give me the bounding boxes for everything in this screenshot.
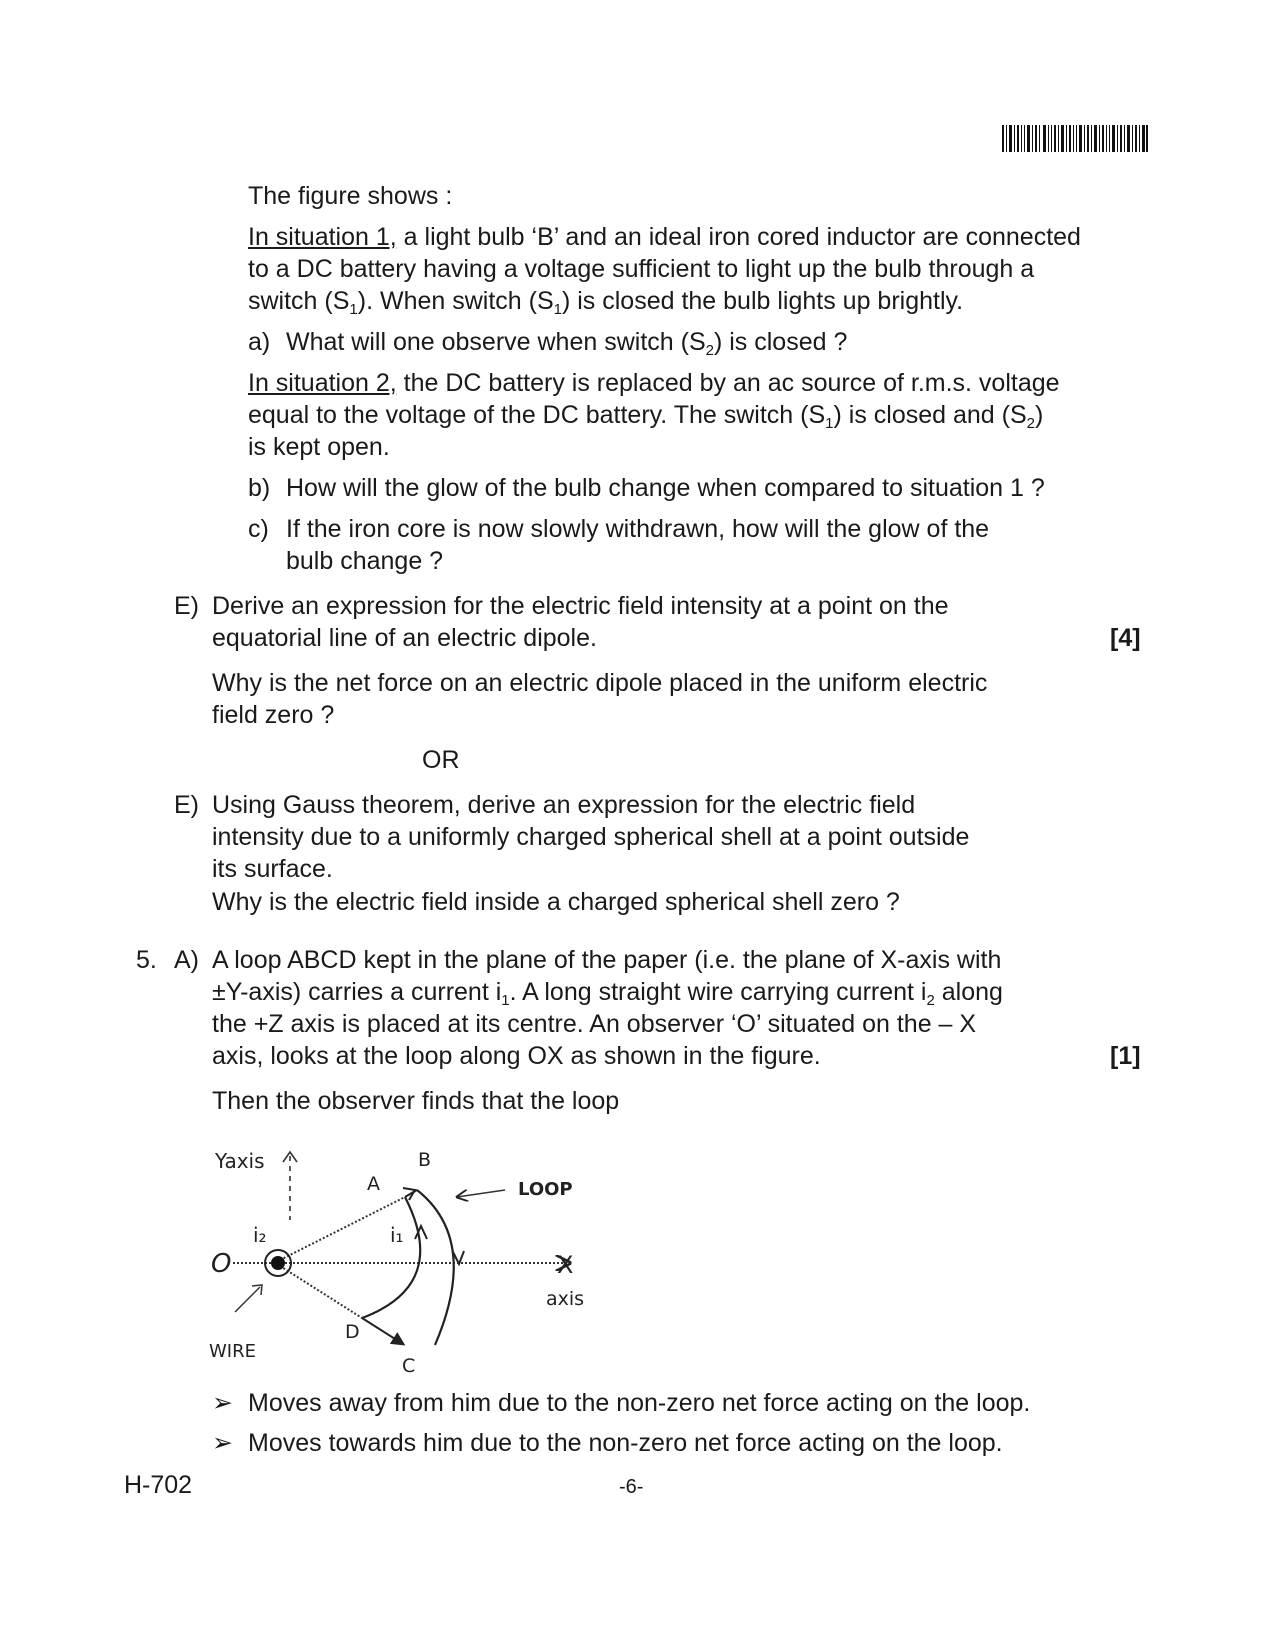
question-e-alt-label: E) — [174, 791, 199, 819]
situation-1-line-2: to a DC battery having a voltage sufficient to light up the bulb through a — [248, 255, 1035, 283]
question-c-line-2: bulb change ? — [286, 547, 444, 575]
page-number: -6- — [619, 1476, 644, 1498]
wire-dot — [271, 1256, 285, 1270]
question-5a-line-5: Then the observer finds that the loop — [212, 1087, 620, 1115]
label-d: D — [345, 1321, 360, 1343]
wire-pointer — [235, 1287, 260, 1312]
question-e-line-3: Why is the net force on an electric dipole placed in the uniform electric — [212, 669, 988, 697]
barcode — [1002, 125, 1148, 152]
option-bullet-1: ➢ — [212, 1389, 233, 1417]
question-e-line-2: equatorial line of an electric dipole. — [212, 624, 597, 652]
question-c-label: c) — [248, 515, 269, 543]
question-5a-label: A) — [174, 946, 199, 974]
label-loop: LOOP — [518, 1179, 573, 1200]
label-y-axis: Yaxis — [215, 1149, 265, 1173]
question-a-label: a) — [248, 328, 271, 356]
question-e-line-4: field zero ? — [212, 701, 335, 729]
question-e-line-1: Derive an expression for the electric field intensity at a point on the — [212, 592, 949, 620]
loop-pointer — [457, 1190, 505, 1197]
label-origin: O — [211, 1249, 232, 1279]
label-x: X — [557, 1251, 574, 1279]
question-c-line-1: If the iron core is now slowly withdrawn, how will the glow of the — [286, 515, 990, 543]
paper-code: H-702 — [124, 1471, 193, 1499]
question-e-label: E) — [174, 592, 199, 620]
question-e-alt-line-2: intensity due to a uniformly charged spherical shell at a point outside — [212, 823, 970, 851]
question-5a-line-3: the +Z axis is placed at its centre. An observer ‘O’ situated on the – X — [212, 1010, 977, 1038]
question-b-text: How will the glow of the bulb change when compared to situation 1 ? — [286, 474, 1045, 502]
question-b-label: b) — [248, 474, 271, 502]
label-b: B — [418, 1149, 432, 1171]
situation-1-text: a light bulb ‘B’ and an ideal iron cored inductor are connected — [396, 223, 1081, 251]
option-bullet-2: ➢ — [212, 1429, 233, 1457]
label-i2: i₂ — [253, 1223, 267, 1247]
figure-intro: The figure shows : — [248, 182, 453, 210]
question-5a-line-4: axis, looks at the loop along OX as shown in the figure. — [212, 1042, 821, 1070]
arc-bc — [417, 1190, 454, 1345]
situation-2-line-1 — [248, 368, 1060, 399]
loop-wire-figure — [205, 1140, 635, 1380]
question-e-alt-line-1: Using Gauss theorem, derive an expression for the electric field — [212, 791, 916, 819]
question-5-number: 5. — [136, 946, 157, 974]
radial-line-d — [280, 1266, 362, 1318]
situation-1-line-1 — [248, 222, 1081, 253]
label-wire: WIRE — [209, 1341, 256, 1362]
situation-2-line-2: equal to the voltage of the DC battery. The switch $(S_1)$ is closed and $(S_2)$ — [248, 401, 1044, 432]
situation-1-label: In situation 1, — [248, 223, 397, 251]
situation-2-label: In situation 2, — [248, 369, 397, 397]
or-separator: OR — [422, 746, 460, 774]
radial-line-c — [362, 1318, 403, 1344]
situation-2-line-3: is kept open. — [248, 433, 390, 461]
question-e-alt-line-4: Why is the electric field inside a charged spherical shell zero ? — [212, 888, 900, 916]
marks-1: [1] — [1110, 1042, 1141, 1070]
question-5a-line-2: ±Y-axis) carries a current $i_1$. A long straight wire carrying current $i_2$ along — [212, 978, 1003, 1009]
question-5a-line-1: A loop ABCD kept in the plane of the paper (i.e. the plane of X-axis with — [212, 946, 1002, 974]
situation-2-text: the DC battery is replaced by an ac source of r.m.s. voltage — [396, 369, 1060, 397]
situation-1-line-3: switch $(S_1)$. When switch $(S_1)$ is closed the bulb lights up brightly. — [248, 287, 964, 318]
question-e-alt-line-3: its surface. — [212, 855, 333, 883]
option-1: Moves away from him due to the non-zero net force acting on the loop. — [248, 1389, 1031, 1417]
label-x-axis: axis — [546, 1288, 585, 1310]
label-i1: i₁ — [390, 1223, 404, 1247]
question-a-text: What will one observe when switch $(S_2)$ is closed ? — [286, 328, 848, 359]
option-2: Moves towards him due to the non-zero net force acting on the loop. — [248, 1429, 1003, 1457]
radial-line-a — [280, 1197, 405, 1260]
marks-4: [4] — [1110, 624, 1141, 652]
label-a: A — [367, 1173, 380, 1195]
label-c: C — [402, 1355, 416, 1377]
